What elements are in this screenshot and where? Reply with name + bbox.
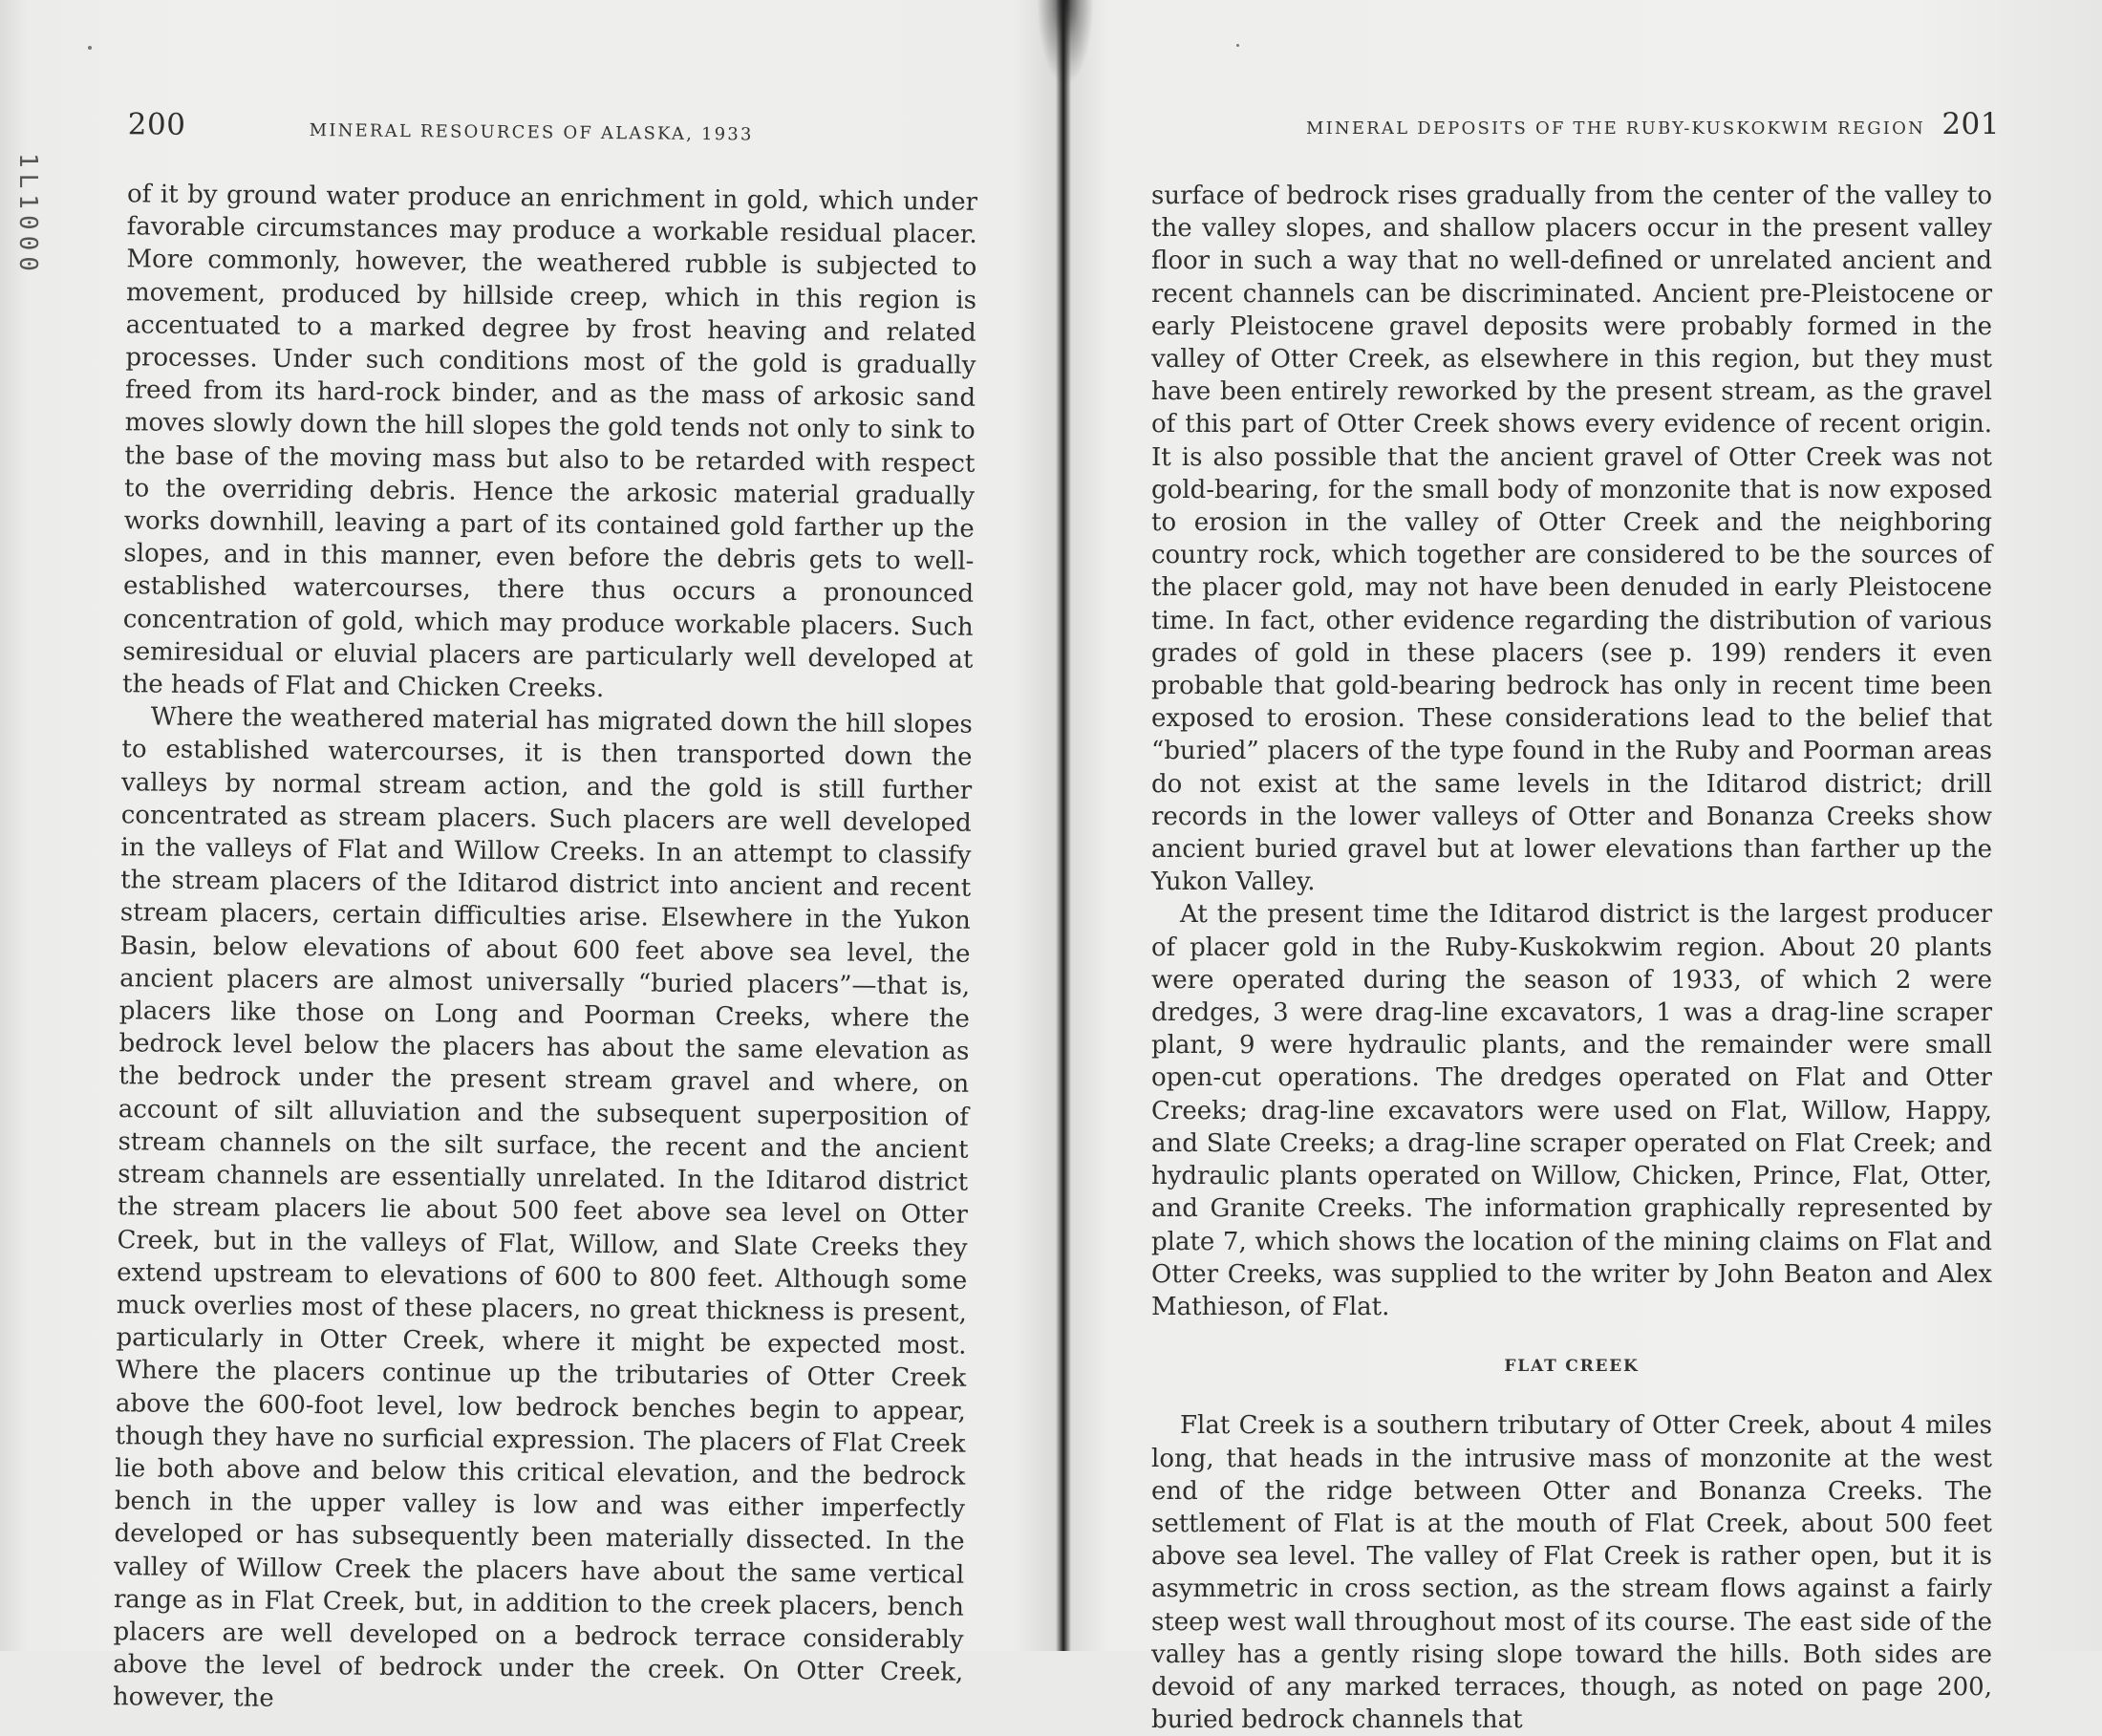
paragraph: of it by ground water produce an enrichment in gold, which under favorable circumstances may produce a workable residual placer. More commonly, however, the weathered rubble is subjected to movement, produced by hillside creep, which in this region is accentuated to a marked degree by frost heaving and related processes. Under such conditions most of the gold is gradually freed from its hard-rock binder, and as the mass of arkosic sand moves slowly down the hill slopes the gold tends not only to sink to the base of the moving mass but also to be retarded with respect to the overriding debris. Hence the arkosic material gradually works downhill, leaving a part of its contained gold farther up the slopes, and in this manner, even before the debris gets to well-established watercourses, there thus occurs a pronounced concentration of gold, which may produce workable placers. Such semiresidual or eluvial placers are particularly well developed at the heads of Flat and Chicken Creeks. — [121, 180, 978, 704]
margin-annotation — [13, 143, 90, 334]
body-text — [113, 178, 977, 1722]
page-number: 200 — [127, 107, 186, 142]
page-number: 201 — [1941, 107, 2000, 141]
paragraph: Flat Creek is a southern tributary of Otter Creek, about 4 miles long, that heads in the intrusive mass of monzonite at the west end of the ridge between Otter and Bonanza Creeks. The settlement of Flat is at the mouth of Flat Creek, about 500 feet above sea level. The valley of Flat Creek is rather open, but it is asymmetric in cross section, as the stream flows against a fairly steep west wall throughout most of its course. The east side of the valley has a gently rising slope toward the hills. Both sides are devoid of any marked terraces, though, as noted on page 200, buried bedrock channels that — [1151, 1411, 1992, 1735]
paragraph: surface of bedrock rises gradually from the center of the valley to the valley slopes, and shallow placers occur in the present valley floor in such a way that no well-defined or unrelated ancient and recent channels can be discriminated. Ancient pre-Pleistocene or early Pleistocene gravel deposits were probably formed in the valley of Otter Creek, as elsewhere in this region, but they must have been entirely reworked by the present stream, as the gravel of this part of Otter Creek shows every evidence of recent origin. It is also possible that the ancient gravel of Otter Creek was not gold-bearing, for the small body of monzonite that is now exposed to erosion in the valley of Otter Creek and the neighboring country rock, which together are considered to be the sources of the placer gold, may not have been denuded in early Pleistocene time. In fact, other evidence regarding the distribution of various grades of gold in these placers (see p. 199) renders it even probable that gold-bearing bedrock has only in recent time been exposed to erosion. These considerations lead to the belief that “buried” placers of the type found in the Ruby and Poorman areas do not exist at the same levels in the Iditarod district; drill records in the lower valleys of Otter and Bonanza Creeks show ancient buried gravel but at lower elevations than farther up the Yukon Valley. — [1151, 182, 1992, 897]
paper-speck — [1236, 44, 1239, 47]
body-text — [1151, 180, 1992, 1736]
left-page — [105, 0, 978, 1714]
paragraph: At the present time the Iditarod district is the largest producer of placer gold in the Ruby-Kuskokwim region. About 20 plants were operated during the season of 1933, of which 2 were dredges, 3 were drag-line excavators, 1 was a drag-line scraper plant, 9 were hydraulic plants, and the remainder were small open-cut operations. The dredges operated on Flat and Otter Creeks; drag-line excavators were used on Flat, Willow, Happy, and Slate Creeks; a drag-line scraper operated on Flat Creek; and hydraulic plants operated on Willow, Chicken, Prince, Flat, Otter, and Granite Creeks. The information graphically represented by plate 7, which shows the location of the mining claims on Flat and Otter Creeks, was supplied to the writer by John Beaton and Alex Mathieson, of Flat. — [1151, 900, 1992, 1321]
paper-speck — [88, 46, 92, 50]
running-head: MINERAL RESOURCES OF ALASKA, 1933 — [309, 120, 754, 145]
running-head: MINERAL DEPOSITS OF THE RUBY-KUSKOKWIM REGION — [1305, 118, 1925, 139]
spine-shadow — [1037, 0, 1094, 86]
margin-annotation-text: 1L1000 — [13, 153, 42, 277]
paragraph: Where the weathered material has migrated down the hill slopes to established watercourses, it is then transported down the valleys by normal stream action, and the gold is still further concentrated as stream placers. Such placers are well developed in the valleys of Flat and Willow Creeks. In an attempt to classify the stream placers of the Iditarod district into ancient and recent stream placers, certain difficulties arise. Elsewhere in the Yukon Basin, below elevations of about 600 feet above sea level, the ancient placers are almost universally “buried placers”—that is, placers like those on Long and Poorman Creeks, where the bedrock level below the placers has about the same elevation as the bedrock under the present stream gravel and where, on account of silt alluviation and the subsequent superposition of stream channels on the silt surface, the recent and the ancient stream channels are essentially unrelated. In the Iditarod district the stream placers lie about 500 feet above sea level on Otter Creek, but in the valleys of Flat, Willow, and Slate Creeks they extend upstream to elevations of 600 to 800 feet. Although some muck overlies most of these placers, no great thickness is present, particularly in Otter Creek, where it might be expected most. Where the placers continue up the tributaries of Otter Creek above the 600-foot level, low bedrock benches begin to appear, though they have no surficial expression. The placers of Flat Creek lie both above and below this critical elevation, and the bedrock bench in the upper valley is low and was either imperfectly developed or has subsequently been materially dissected. In the valley of Willow Creek the placers have about the same vertical range as in Flat Creek, but, in addition to the creek placers, bench placers are well developed on a bedrock terrace considerably above the level of bedrock under the creek. On Otter Creek, however, the — [112, 702, 973, 1714]
section-heading: FLAT CREEK — [1504, 1357, 1640, 1377]
